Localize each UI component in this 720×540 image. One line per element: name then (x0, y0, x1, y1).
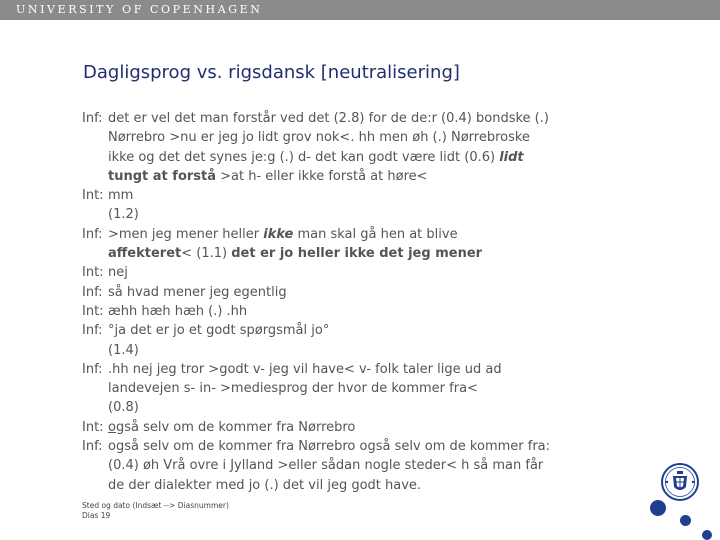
turn-lines (108, 321, 612, 340)
slide-footer (82, 501, 229, 521)
pause-duration: (0.8) (108, 400, 139, 416)
turn-lines (108, 263, 612, 282)
header-bar (0, 0, 720, 20)
turn-lines (108, 341, 612, 360)
turn-lines (108, 283, 612, 302)
line-text: >men jeg mener heller (108, 226, 264, 242)
turn-lines (108, 360, 612, 399)
transcript-turn (82, 263, 612, 282)
turn-lines (108, 418, 612, 437)
decorative-dot (702, 530, 712, 540)
pause-duration: (1.4) (108, 342, 139, 358)
turn-lines (108, 205, 612, 224)
speaker-label: Int: (82, 188, 104, 204)
emphasis-text: det er jo heller ikke det jeg mener (231, 246, 483, 262)
transcript-line (108, 225, 612, 244)
transcript-turn (82, 437, 612, 495)
transcript-pause (82, 398, 612, 417)
transcript-pause (82, 205, 612, 224)
transcript-line: Nørrebro >nu er jeg jo lidt grov nok<. hh men øh (.) Nørrebroske (108, 130, 530, 146)
speaker-label: Int: (82, 265, 104, 281)
transcript-line (108, 167, 612, 186)
transcript-turn (82, 109, 612, 186)
speaker-label: Int: (82, 303, 104, 319)
transcript-turn (82, 321, 612, 340)
transcript-turn (82, 186, 612, 205)
pause-duration: (1.2) (108, 207, 139, 223)
transcript-line: det er vel det man forstår ved det (2.8) for de de:r (0.4) bondske (.) (108, 111, 549, 126)
transcript-turn (82, 302, 612, 321)
university-seal-icon (656, 462, 704, 502)
transcript-pause (82, 341, 612, 360)
turn-lines (108, 186, 612, 205)
transcript-line: de der dialekter med jo (.) det vil jeg godt have. (108, 477, 422, 493)
speaker-label: Inf: (82, 361, 103, 377)
transcript-line: °ja det er jo et godt spørgsmål jo° (108, 323, 330, 339)
speaker-label: Inf: (82, 111, 103, 126)
line-text: ikke og det det synes je:g (.) d- det kan godt være lidt (0.6) (108, 149, 500, 165)
turn-lines (108, 109, 612, 186)
transcript-line: landevejen s- in- >mediesprog der hvor de kommer fra< (108, 381, 478, 397)
speaker-label: Int: (82, 419, 104, 435)
transcript-turn (82, 360, 612, 399)
speaker-label: Inf: (82, 284, 103, 300)
transcript-line: (0.4) øh Vrå ovre i Jylland >eller sådan nogle steder< h så man får (108, 458, 544, 474)
transcript-turn (82, 418, 612, 437)
emphasis-text: tungt at forstå (108, 168, 217, 184)
transcript-line: så hvad mener jeg egentlig (108, 284, 287, 300)
transcript-line: også selv om de kommer fra Nørrebro også selv om de kommer fra: (108, 439, 551, 455)
decorative-dot (650, 500, 666, 516)
slide-number: Dias 19 (82, 511, 111, 520)
transcript-line (108, 418, 612, 437)
transcript-line (108, 244, 612, 263)
turn-lines (108, 225, 612, 264)
line-text: man skal gå hen at blive (293, 226, 458, 242)
slide-title: Dagligsprog vs. rigsdansk [neutralisering] (83, 62, 460, 83)
line-text: >at h- eller ikke forstå at høre< (216, 168, 428, 184)
transcript (82, 109, 612, 495)
emphasis-text: affekteret (108, 246, 182, 262)
overlap-marked-text: og (108, 419, 125, 435)
turn-lines (108, 398, 612, 417)
speaker-label: Inf: (82, 226, 103, 242)
speaker-label: Inf: (82, 323, 103, 339)
transcript-line: mm (108, 188, 134, 204)
turn-lines (108, 437, 612, 495)
emphasis-text: lidt (499, 149, 524, 165)
transcript-line: æhh hæh hæh (.) .hh (108, 303, 248, 319)
transcript-line: .hh nej jeg tror >godt v- jeg vil have< v- folk taler lige ud ad (108, 361, 502, 377)
transcript-line: nej (108, 265, 128, 281)
transcript-line (108, 148, 612, 167)
emphasis-text: ikke (263, 226, 294, 242)
footer-date-placeholder: Sted og dato (Indsæt --> Diasnummer) (82, 501, 229, 510)
speaker-label: Inf: (82, 439, 103, 455)
university-name: UNIVERSITY OF COPENHAGEN (16, 3, 263, 16)
line-text: så selv om de kommer fra Nørrebro (124, 419, 356, 435)
decorative-dot (680, 515, 691, 526)
turn-lines (108, 302, 612, 321)
transcript-turn (82, 225, 612, 264)
line-text: < (1.1) (181, 246, 232, 262)
transcript-turn (82, 283, 612, 302)
